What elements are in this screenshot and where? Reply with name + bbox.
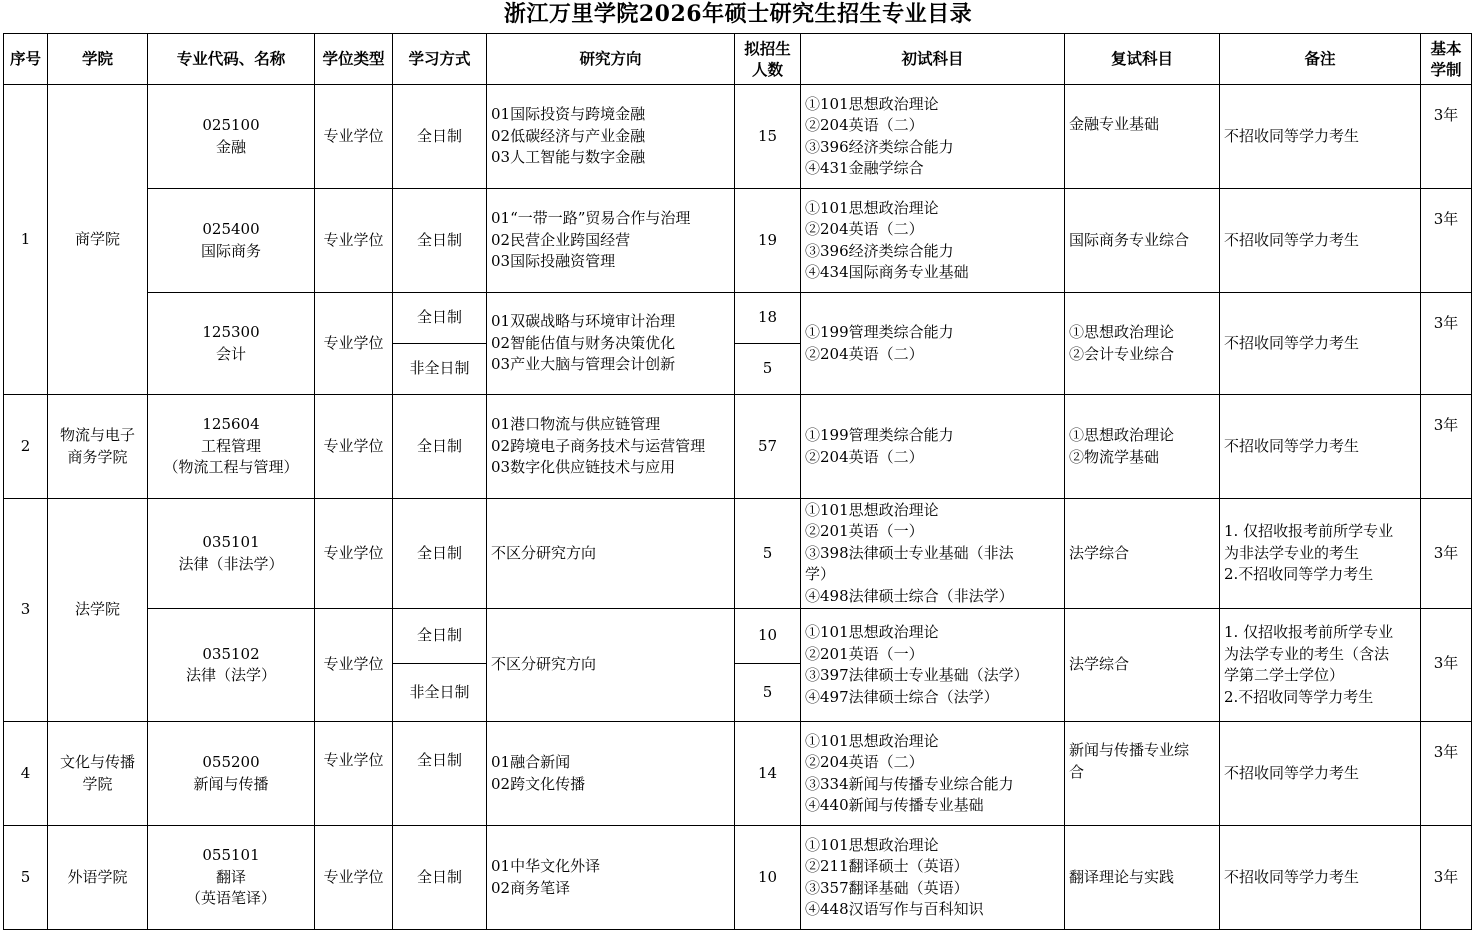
degree-cell: 专业学位 [315,722,393,826]
quota-cell: 19 [735,189,801,293]
direction-cell: 01国际投资与跨境金融 02低碳经济与产业金融 03人工智能与数字金融 [487,85,735,189]
degree-cell: 专业学位 [315,293,393,395]
major-cell: 035102 法律（法学） [148,609,315,722]
years-cell: 3年 [1421,499,1472,609]
seq-cell: 2 [4,395,48,499]
college-cell: 法学院 [48,499,148,722]
exam-cell: ①101思想政治理论 ②204英语（二） ③396经济类综合能力 ④431金融学综合 [801,85,1065,189]
reexam-cell: 法学综合 [1065,609,1220,722]
years-cell: 3年 [1421,293,1472,395]
years-cell: 3年 [1421,395,1472,499]
direction-cell: 不区分研究方向 [487,609,735,722]
years-cell: 3年 [1421,826,1472,930]
years-cell: 3年 [1421,609,1472,722]
exam-cell: ①199管理类综合能力 ②204英语（二） [801,395,1065,499]
degree-cell: 专业学位 [315,609,393,722]
quota-cell-fulltime: 18 [735,293,801,344]
header-degree: 学位类型 [315,34,393,85]
college-cell: 文化与传播 学院 [48,722,148,826]
header-row [4,34,1472,85]
major-cell: 055200 新闻与传播 [148,722,315,826]
reexam-cell: 新闻与传播专业综 合 [1065,722,1220,826]
remark-cell: 1. 仅招收报考前所学专业 为非法学专业的考生 2.不招收同等学力考生 [1220,499,1421,609]
quota-cell: 10 [735,826,801,930]
header-quota: 拟招生 人数 [735,34,801,85]
major-cell: 025400 国际商务 [148,189,315,293]
years-cell: 3年 [1421,85,1472,189]
quota-cell-parttime: 5 [735,664,801,722]
direction-cell: 01双碳战略与环境审计治理 02智能估值与财务决策优化 03产业大脑与管理会计创新 [487,293,735,395]
header-years: 基本 学制 [1421,34,1472,85]
mode-cell-fulltime: 全日制 [393,293,487,344]
remark-cell: 不招收同等学力考生 [1220,293,1421,395]
table-row [4,826,1472,930]
mode-cell: 全日制 [393,722,487,826]
remark-cell: 不招收同等学力考生 [1220,85,1421,189]
direction-cell: 01中华文化外译 02商务笔译 [487,826,735,930]
admissions-catalog-table [3,33,1472,930]
direction-cell: 01“一带一路”贸易合作与治理 02民营企业跨国经营 03国际投融资管理 [487,189,735,293]
mode-cell: 全日制 [393,826,487,930]
header-college: 学院 [48,34,148,85]
direction-cell: 01港口物流与供应链管理 02跨境电子商务技术与运营管理 03数字化供应链技术与应用 [487,395,735,499]
header-mode: 学习方式 [393,34,487,85]
quota-cell-fulltime: 10 [735,609,801,664]
major-cell: 125300 会计 [148,293,315,395]
major-cell: 025100 金融 [148,85,315,189]
major-cell: 125604 工程管理 （物流工程与管理） [148,395,315,499]
table-row [4,293,1472,344]
major-cell: 055101 翻译 （英语笔译） [148,826,315,930]
college-cell: 外语学院 [48,826,148,930]
seq-cell: 4 [4,722,48,826]
reexam-cell: 法学综合 [1065,499,1220,609]
degree-cell: 专业学位 [315,85,393,189]
college-cell: 物流与电子 商务学院 [48,395,148,499]
quota-cell: 14 [735,722,801,826]
direction-cell: 不区分研究方向 [487,499,735,609]
mode-cell: 全日制 [393,499,487,609]
quota-cell: 57 [735,395,801,499]
reexam-cell: 金融专业基础 [1065,85,1220,189]
table-row [4,189,1472,293]
reexam-cell: ①思想政治理论 ②会计专业综合 [1065,293,1220,395]
exam-cell: ①101思想政治理论 ②204英语（二） ③334新闻与传播专业综合能力 ④440新闻与传播专业基础 [801,722,1065,826]
mode-cell: 全日制 [393,395,487,499]
table-row [4,722,1472,826]
reexam-cell: 国际商务专业综合 [1065,189,1220,293]
mode-cell: 全日制 [393,85,487,189]
mode-cell-parttime: 非全日制 [393,344,487,395]
reexam-cell: ①思想政治理论 ②物流学基础 [1065,395,1220,499]
quota-cell: 5 [735,499,801,609]
header-seq: 序号 [4,34,48,85]
mode-cell: 全日制 [393,189,487,293]
table-row [4,85,1472,189]
degree-cell: 专业学位 [315,499,393,609]
degree-cell: 专业学位 [315,395,393,499]
page-title: 浙江万里学院2026年硕士研究生招生专业目录 [503,1,973,27]
remark-cell: 不招收同等学力考生 [1220,395,1421,499]
table-row [4,499,1472,609]
degree-cell: 专业学位 [315,826,393,930]
mode-cell-parttime: 非全日制 [393,664,487,722]
exam-cell: ①101思想政治理论 ②204英语（二） ③396经济类综合能力 ④434国际商务专业基础 [801,189,1065,293]
major-cell: 035101 法律（非法学） [148,499,315,609]
seq-cell: 1 [4,85,48,395]
years-cell: 3年 [1421,722,1472,826]
degree-cell: 专业学位 [315,189,393,293]
mode-cell-fulltime: 全日制 [393,609,487,664]
table-row [4,395,1472,499]
seq-cell: 5 [4,826,48,930]
quota-cell: 15 [735,85,801,189]
header-major: 专业代码、名称 [148,34,315,85]
direction-cell: 01融合新闻 02跨文化传播 [487,722,735,826]
header-direction: 研究方向 [487,34,735,85]
exam-cell: ①101思想政治理论 ②211翻译硕士（英语） ③357翻译基础（英语） ④448汉语写作与百科知识 [801,826,1065,930]
remark-cell: 不招收同等学力考生 [1220,826,1421,930]
exam-cell: ①101思想政治理论 ②201英语（一） ③397法律硕士专业基础（法学） ④497法律硕士综合（法学） [801,609,1065,722]
header-remark: 备注 [1220,34,1421,85]
header-exam: 初试科目 [801,34,1065,85]
header-reexam: 复试科目 [1065,34,1220,85]
exam-cell: ①101思想政治理论 ②201英语（一） ③398法律硕士专业基础（非法 学） ④498法律硕士综合（非法学） [801,499,1065,609]
seq-cell: 3 [4,499,48,722]
reexam-cell: 翻译理论与实践 [1065,826,1220,930]
table-row [4,609,1472,664]
exam-cell: ①199管理类综合能力 ②204英语（二） [801,293,1065,395]
college-cell: 商学院 [48,85,148,395]
years-cell: 3年 [1421,189,1472,293]
remark-cell: 不招收同等学力考生 [1220,189,1421,293]
remark-cell: 1. 仅招收报考前所学专业 为法学专业的考生（含法 学第二学士学位） 2.不招收同等学力考生 [1220,609,1421,722]
remark-cell: 不招收同等学力考生 [1220,722,1421,826]
quota-cell-parttime: 5 [735,344,801,395]
